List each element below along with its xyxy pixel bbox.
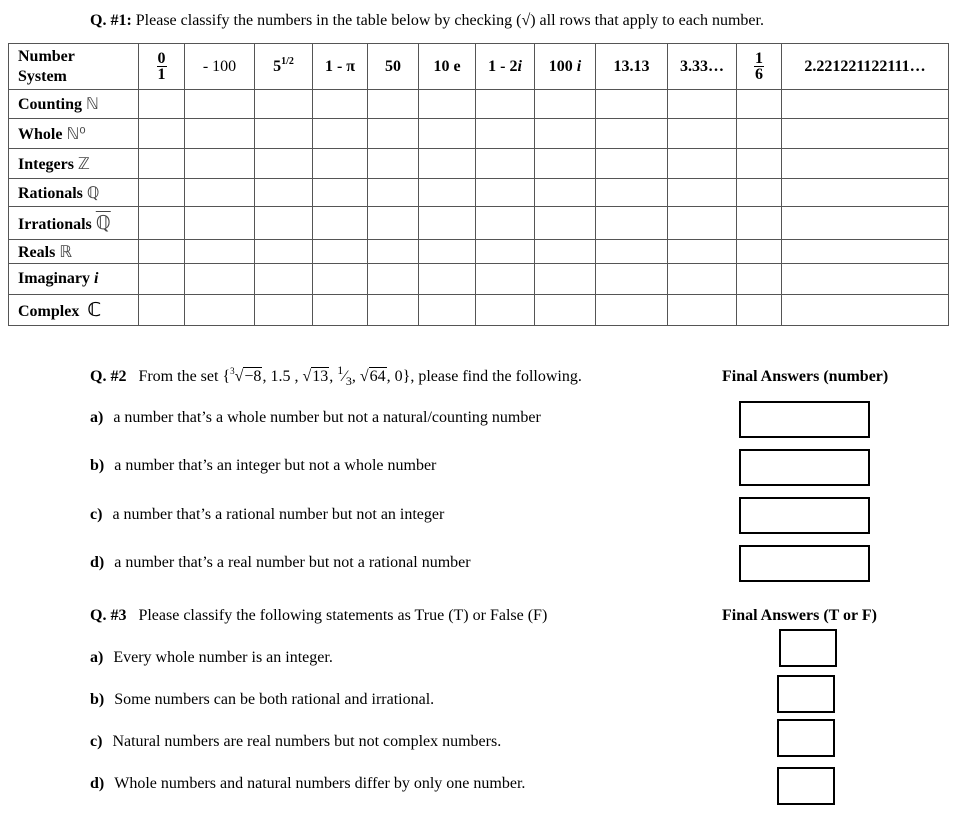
check-cell[interactable]	[255, 90, 313, 119]
col-header-10e: 10 e	[419, 44, 476, 90]
check-cell[interactable]	[313, 295, 368, 326]
check-cell[interactable]	[596, 119, 668, 149]
check-cell[interactable]	[419, 149, 476, 179]
check-cell[interactable]	[419, 240, 476, 264]
check-cell[interactable]	[313, 264, 368, 295]
check-cell[interactable]	[185, 119, 255, 149]
check-cell[interactable]	[139, 119, 185, 149]
check-cell[interactable]	[368, 119, 419, 149]
check-cell[interactable]	[368, 207, 419, 240]
q2-answers-header: Final Answers (number)	[722, 368, 889, 385]
check-cell[interactable]	[313, 90, 368, 119]
q1-number: Q. #1:	[90, 12, 132, 29]
row-label-reals: Reals ℝ	[9, 240, 139, 264]
check-cell[interactable]	[255, 207, 313, 240]
q3-part-d: d) Whole numbers and natural numbers differ by only one number.	[90, 775, 526, 792]
row-label-integers: Integers ℤ	[9, 149, 139, 179]
check-cell[interactable]	[782, 179, 949, 207]
check-cell[interactable]	[139, 207, 185, 240]
number-set-symbol: ℕ	[86, 94, 99, 113]
q1-heading	[90, 12, 764, 30]
check-cell[interactable]	[668, 207, 737, 240]
check-cell[interactable]	[737, 149, 782, 179]
check-cell[interactable]	[313, 119, 368, 149]
col-header-1-minus-pi: 1 - π	[313, 44, 368, 90]
q3-answer-box-a[interactable]	[779, 629, 837, 667]
col-header-0-over-1: $\frac{0}{1}$	[139, 44, 185, 90]
check-cell[interactable]	[737, 207, 782, 240]
check-cell[interactable]	[476, 240, 535, 264]
check-cell[interactable]	[782, 240, 949, 264]
col-header-3-33: 3.33…	[668, 44, 737, 90]
check-cell[interactable]	[668, 264, 737, 295]
check-cell[interactable]	[668, 149, 737, 179]
check-cell[interactable]	[476, 264, 535, 295]
check-cell[interactable]	[737, 90, 782, 119]
check-cell[interactable]	[737, 119, 782, 149]
check-cell[interactable]	[476, 90, 535, 119]
check-cell[interactable]	[782, 149, 949, 179]
q2-number: Q. #2	[90, 368, 127, 385]
check-cell[interactable]	[668, 240, 737, 264]
table-header-row	[9, 44, 949, 90]
q3-part-a: a) Every whole number is an integer.	[90, 649, 333, 666]
check-cell[interactable]	[255, 240, 313, 264]
q2-answer-box-a[interactable]	[739, 401, 870, 438]
number-set-symbol: ℂ	[87, 299, 102, 321]
table-row	[9, 149, 949, 179]
q3-part-c: c) Natural numbers are real numbers but not complex numbers.	[90, 733, 502, 750]
table-row	[9, 119, 949, 149]
q3-heading: Q. #3 Please classify the following statements as True (T) or False (F)	[90, 607, 548, 624]
q2-answer-box-c[interactable]	[739, 497, 870, 534]
check-cell[interactable]	[419, 119, 476, 149]
check-cell[interactable]	[313, 240, 368, 264]
check-cell[interactable]	[139, 295, 185, 326]
check-cell[interactable]	[139, 240, 185, 264]
check-cell[interactable]	[185, 240, 255, 264]
row-label-imaginary: Imaginary i	[9, 264, 139, 295]
check-cell[interactable]	[313, 149, 368, 179]
q2-part-a: a) a number that’s a whole number but not a natural/counting number	[90, 409, 541, 426]
check-cell[interactable]	[596, 149, 668, 179]
check-cell[interactable]	[782, 295, 949, 326]
col-header-1-over-6: $\frac{1}{6}$	[737, 44, 782, 90]
check-cell[interactable]	[368, 240, 419, 264]
check-cell[interactable]	[185, 295, 255, 326]
number-set-symbol: ℤ	[77, 153, 90, 173]
q2-part-b: b) a number that’s an integer but not a whole number	[90, 457, 437, 474]
check-cell[interactable]	[313, 179, 368, 207]
check-cell[interactable]	[139, 179, 185, 207]
check-cell[interactable]	[737, 264, 782, 295]
q3-answer-box-c[interactable]	[777, 719, 835, 757]
check-cell[interactable]	[782, 90, 949, 119]
check-cell[interactable]	[255, 264, 313, 295]
number-set-symbol: i	[94, 270, 99, 287]
q3-answers-header: Final Answers (T or F)	[722, 607, 877, 624]
row-label-complex: Complex ℂ	[9, 295, 139, 326]
number-set-symbol: ℕ⁰	[66, 123, 86, 143]
check-cell[interactable]	[419, 207, 476, 240]
check-cell[interactable]	[596, 179, 668, 207]
check-cell[interactable]	[737, 295, 782, 326]
table-row	[9, 295, 949, 326]
check-cell[interactable]	[535, 240, 596, 264]
q2-answer-box-b[interactable]	[739, 449, 870, 486]
check-cell[interactable]	[782, 119, 949, 149]
check-cell[interactable]	[185, 179, 255, 207]
check-cell[interactable]	[419, 295, 476, 326]
check-cell[interactable]	[185, 207, 255, 240]
check-cell[interactable]	[782, 264, 949, 295]
row-label-irrationals: Irrationals ℚ	[9, 207, 139, 240]
check-cell[interactable]	[368, 179, 419, 207]
number-set-symbol: ℚ	[95, 212, 111, 234]
row-label-whole: Whole ℕ⁰	[9, 119, 139, 149]
check-cell[interactable]	[368, 149, 419, 179]
check-cell[interactable]	[535, 207, 596, 240]
q3-part-b: b) Some numbers can be both rational and irrational.	[90, 691, 435, 708]
check-cell[interactable]	[476, 149, 535, 179]
check-cell[interactable]	[596, 240, 668, 264]
col-header-13-13: 13.13	[596, 44, 668, 90]
check-cell[interactable]	[368, 264, 419, 295]
row-label-rationals: Rationals ℚ	[9, 179, 139, 207]
check-cell[interactable]	[596, 90, 668, 119]
table-row	[9, 240, 949, 264]
check-cell[interactable]	[419, 90, 476, 119]
check-cell[interactable]	[737, 240, 782, 264]
check-cell[interactable]	[668, 179, 737, 207]
q2-answer-box-d[interactable]	[739, 545, 870, 582]
check-cell[interactable]	[368, 295, 419, 326]
col-header-1-minus-2i: 1 - 2i	[476, 44, 535, 90]
col-header-5-pow-half: $5^{1/2}$	[255, 44, 313, 90]
check-cell[interactable]	[476, 179, 535, 207]
header-number-system: Number System	[9, 44, 139, 90]
check-cell[interactable]	[535, 119, 596, 149]
col-header-2-2212: 2.221221122111…	[782, 44, 949, 90]
check-cell[interactable]	[476, 119, 535, 149]
check-cell[interactable]	[185, 149, 255, 179]
row-label-counting: Counting ℕ	[9, 90, 139, 119]
number-set-symbol: ℝ	[59, 241, 72, 261]
check-cell[interactable]	[476, 207, 535, 240]
q2-heading: Q. #2 From the set {$^3$√−8, 1.5 , √13, $^1⁄_3$, √64, 0}, please find the following.	[90, 363, 582, 389]
check-cell[interactable]	[255, 295, 313, 326]
check-cell[interactable]	[737, 179, 782, 207]
number-set-symbol: ℚ	[86, 182, 100, 202]
check-cell[interactable]	[535, 149, 596, 179]
check-cell[interactable]	[419, 179, 476, 207]
check-cell[interactable]	[596, 207, 668, 240]
classification-table	[8, 43, 949, 326]
check-cell[interactable]	[668, 90, 737, 119]
check-cell[interactable]	[368, 90, 419, 119]
q1-prompt: Please classify the numbers in the table below by checking (√) all rows that apply to each number.	[135, 12, 764, 29]
col-header-100i: 100 i	[535, 44, 596, 90]
q3-answer-box-d[interactable]	[777, 767, 835, 805]
check-cell[interactable]	[139, 149, 185, 179]
table-row	[9, 179, 949, 207]
check-cell[interactable]	[419, 264, 476, 295]
check-cell[interactable]	[668, 295, 737, 326]
q2-part-c: c) a number that’s a rational number but not an integer	[90, 506, 445, 523]
check-cell[interactable]	[185, 90, 255, 119]
q3-answer-box-b[interactable]	[777, 675, 835, 713]
table-row	[9, 207, 949, 240]
check-cell[interactable]	[313, 207, 368, 240]
check-cell[interactable]	[535, 295, 596, 326]
q2-part-d: d) a number that’s a real number but not a rational number	[90, 554, 471, 571]
table-row	[9, 264, 949, 295]
col-header-50: 50	[368, 44, 419, 90]
check-cell[interactable]	[255, 119, 313, 149]
col-header-minus-100: - 100	[185, 44, 255, 90]
check-cell[interactable]	[596, 295, 668, 326]
check-cell[interactable]	[782, 207, 949, 240]
check-cell[interactable]	[139, 90, 185, 119]
table-row	[9, 90, 949, 119]
check-cell[interactable]	[535, 90, 596, 119]
check-cell[interactable]	[535, 179, 596, 207]
check-cell[interactable]	[185, 264, 255, 295]
q3-number: Q. #3	[90, 607, 127, 624]
check-cell[interactable]	[255, 179, 313, 207]
check-cell[interactable]	[255, 149, 313, 179]
check-cell[interactable]	[668, 119, 737, 149]
check-cell[interactable]	[596, 264, 668, 295]
check-cell[interactable]	[535, 264, 596, 295]
check-cell[interactable]	[476, 295, 535, 326]
check-cell[interactable]	[139, 264, 185, 295]
